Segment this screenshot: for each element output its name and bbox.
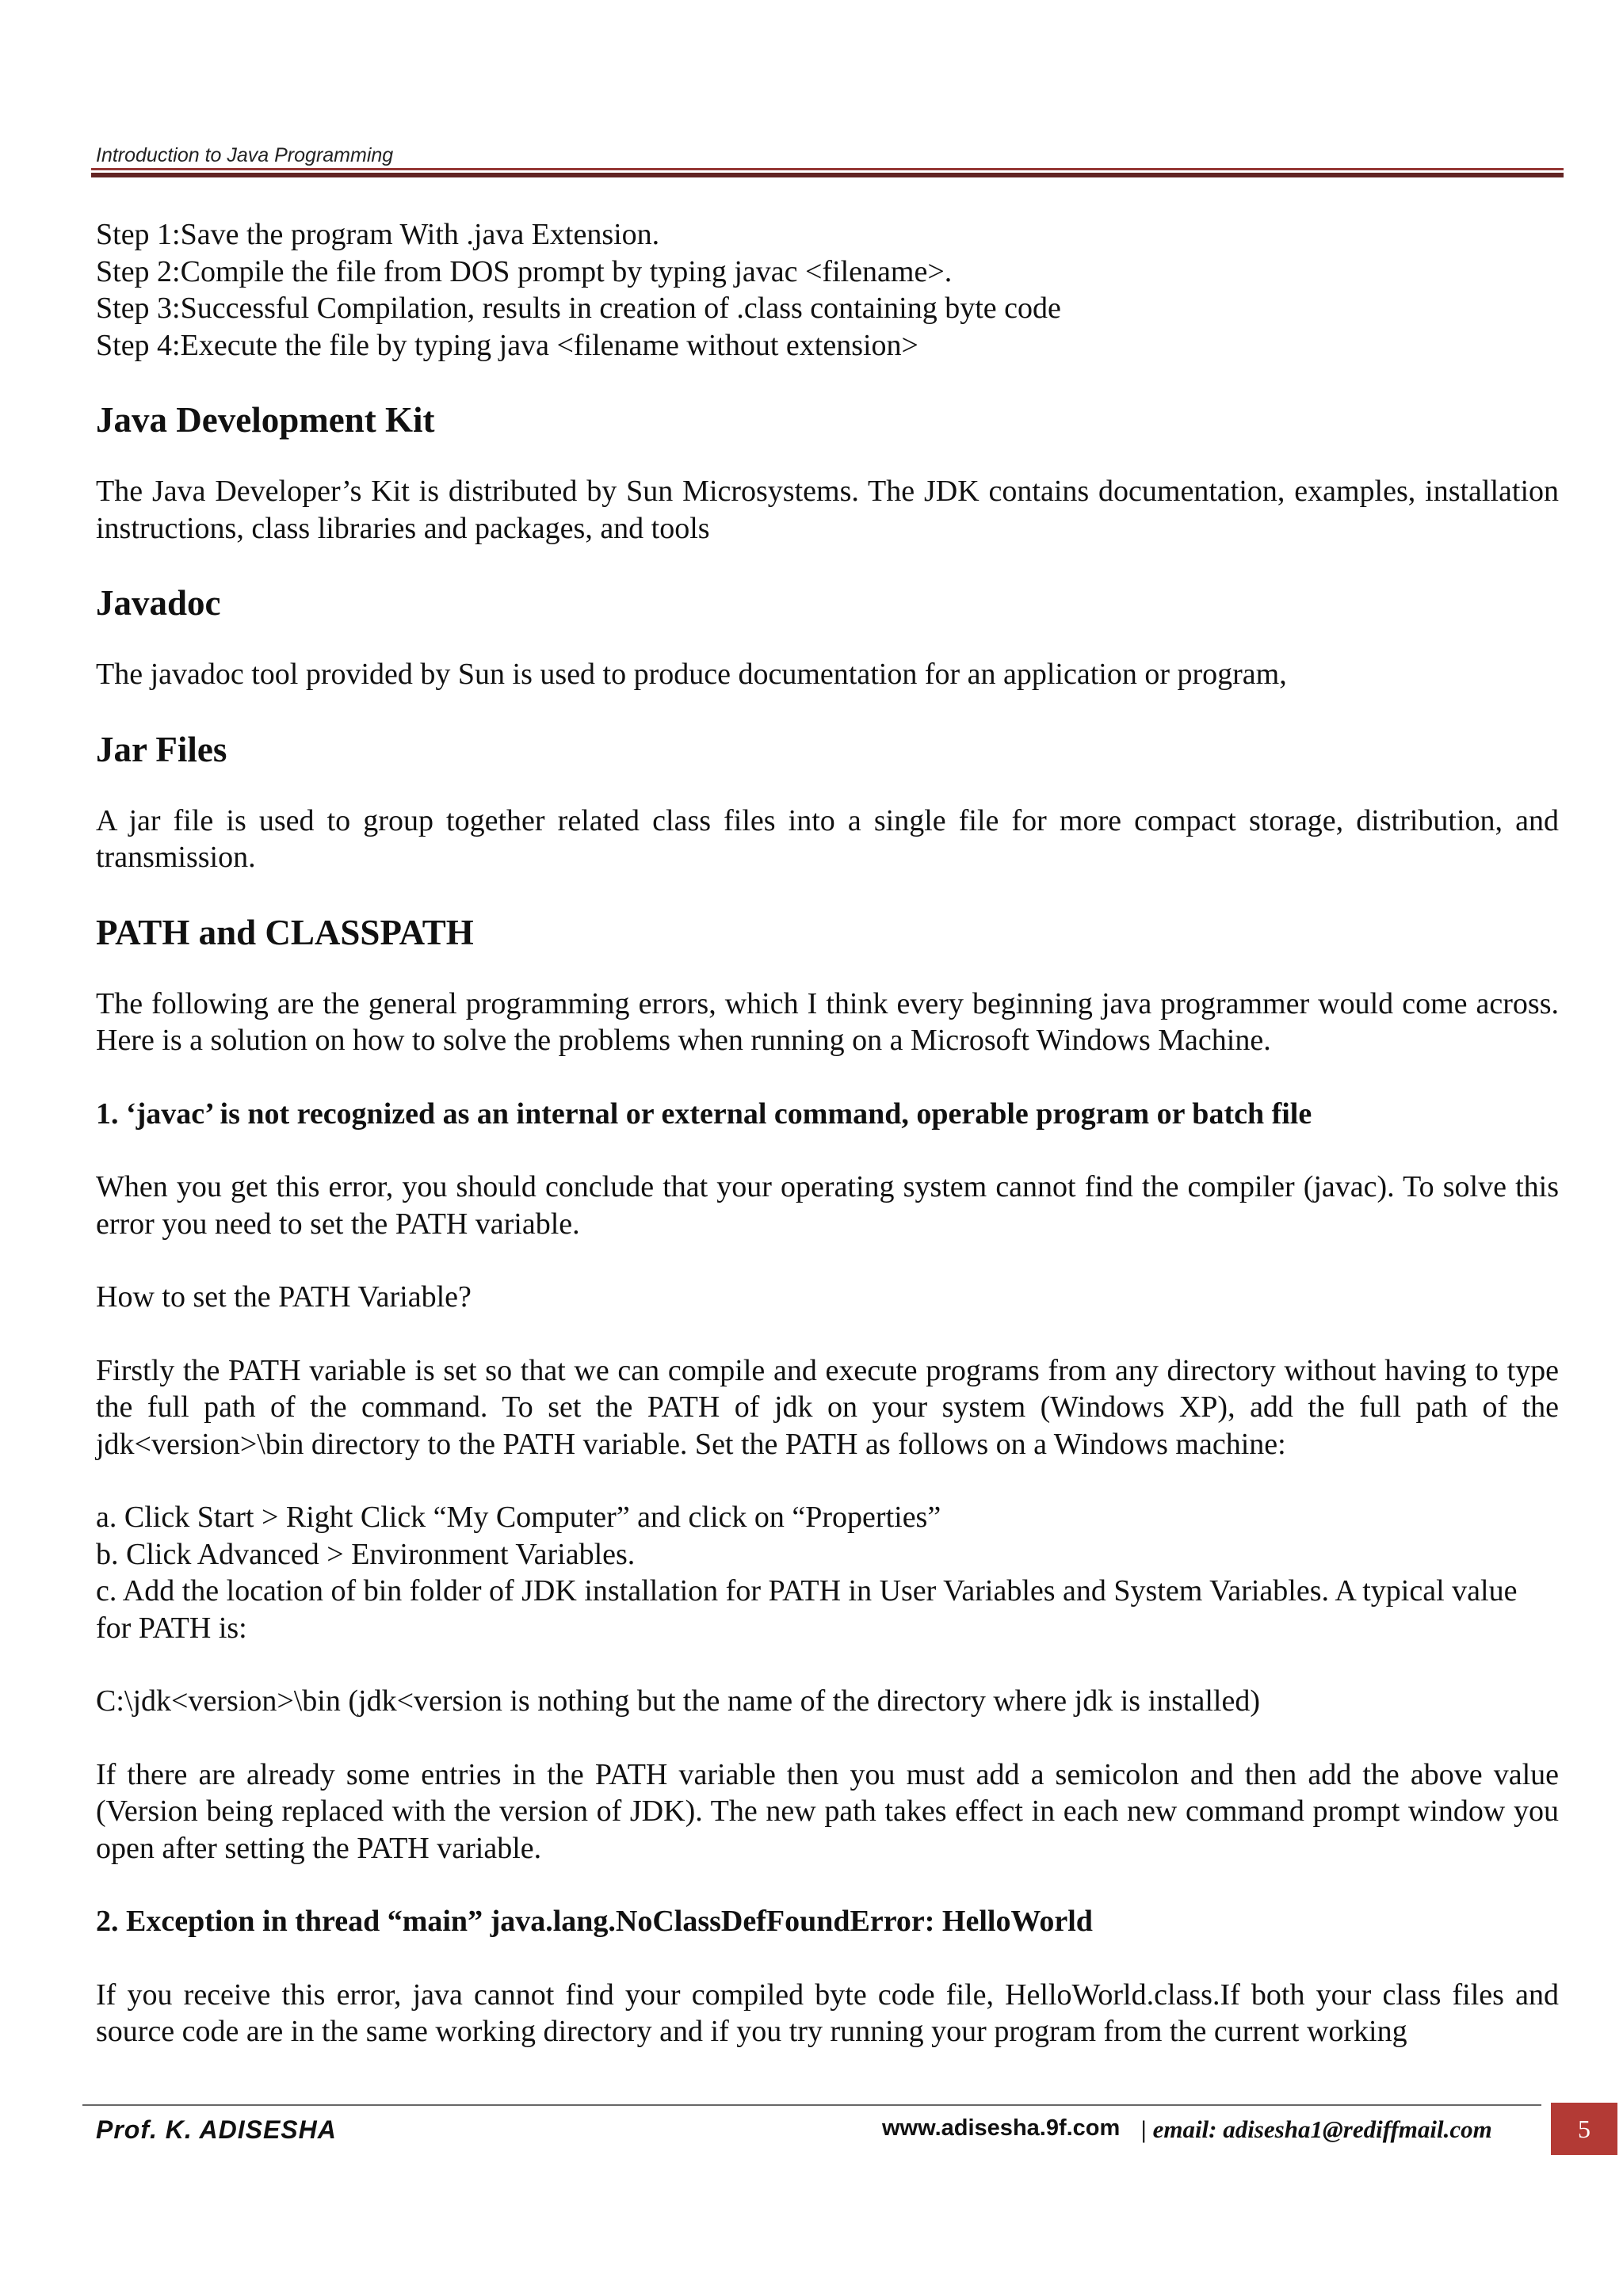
footer-rule [82, 2104, 1541, 2106]
error-2-paragraph: If you receive this error, java cannot find your compiled byte code file, HelloWorld.class.If both your class files and source code are in the same working directory and if you try running your program from the current working [96, 1978, 1559, 2048]
heading-javadoc: Javadoc [96, 583, 221, 623]
path-firstly-paragraph: Firstly the PATH variable is set so that we can compile and execute programs from any directory without having to type the full path of the command. To set the PATH of jdk on your system (Windows XP), add the full path of the jdk<version>\bin directory to the PATH variable. Set the PATH as follows on a Windows machine: [96, 1353, 1559, 1461]
howto-set-path: How to set the PATH Variable? [96, 1280, 472, 1314]
page-content [96, 216, 1559, 2050]
header-rule [91, 168, 1564, 179]
header-rule-thin [91, 168, 1564, 170]
compile-steps [96, 216, 1559, 364]
heading-path-classpath: PATH and CLASSPATH [96, 912, 474, 952]
step-1: Step 1:Save the program With .java Extension. [96, 218, 660, 251]
error-1-title: 1. ‘javac’ is not recognized as an internal or external command, operable program or batch file [96, 1097, 1312, 1131]
semicolon-paragraph: If there are already some entries in the PATH variable then you must add a semicolon and then add the above value (Version being replaced with the version of JDK). The new path takes effect in each new command prompt window you open after setting the PATH variable. [96, 1757, 1559, 1865]
page-header-title: Introduction to Java Programming [96, 144, 394, 166]
step-3: Step 3:Successful Compilation, results in creation of .class containing byte code [96, 292, 1061, 325]
path-example: C:\jdk<version>\bin (jdk<version is nothing but the name of the directory where jdk is installed) [96, 1684, 1260, 1718]
path-step-b: b. Click Advanced > Environment Variables. [96, 1537, 636, 1571]
path-intro-paragraph: The following are the general programming errors, which I think every beginning java programmer would come across. Here is a solution on how to solve the problems when running on a Microsoft Windows Machine. [96, 986, 1559, 1057]
footer-email: | email: adisesha1@rediffmail.com [1141, 2115, 1492, 2143]
error-2-title: 2. Exception in thread “main” java.lang.NoClassDefFoundError: HelloWorld [96, 1905, 1093, 1938]
error-1-paragraph: When you get this error, you should conclude that your operating system cannot find the compiler (javac). To solve this error you need to set the PATH variable. [96, 1170, 1559, 1241]
path-step-c: c. Add the location of bin folder of JDK installation for PATH in User Variables and System Variables. A typical value for PATH is: [96, 1574, 1518, 1645]
header-rule-thick [91, 173, 1564, 177]
page-number: 5 [1551, 2103, 1617, 2155]
jar-paragraph: A jar file is used to group together related class files into a single file for more compact storage, distribution, and transmission. [96, 803, 1559, 874]
heading-java-development-kit: Java Development Kit [96, 400, 435, 440]
footer-website: www.adisesha.9f.com [882, 2115, 1121, 2141]
heading-jar-files: Jar Files [96, 729, 227, 769]
path-steps-list [96, 1499, 1559, 1646]
jdk-paragraph: The Java Developer’s Kit is distributed by Sun Microsystems. The JDK contains documentation, examples, installation instructions, class libraries and packages, and tools [96, 475, 1559, 545]
path-step-a: a. Click Start > Right Click “My Computer” and click on “Properties” [96, 1501, 941, 1534]
step-2: Step 2:Compile the file from DOS prompt by typing javac <filename>. [96, 254, 953, 288]
javadoc-paragraph: The javadoc tool provided by Sun is used to produce documentation for an application or program, [96, 658, 1287, 691]
step-4: Step 4:Execute the file by typing java <filename without extension> [96, 328, 918, 362]
footer-author: Prof. K. ADISESHA [96, 2115, 337, 2144]
